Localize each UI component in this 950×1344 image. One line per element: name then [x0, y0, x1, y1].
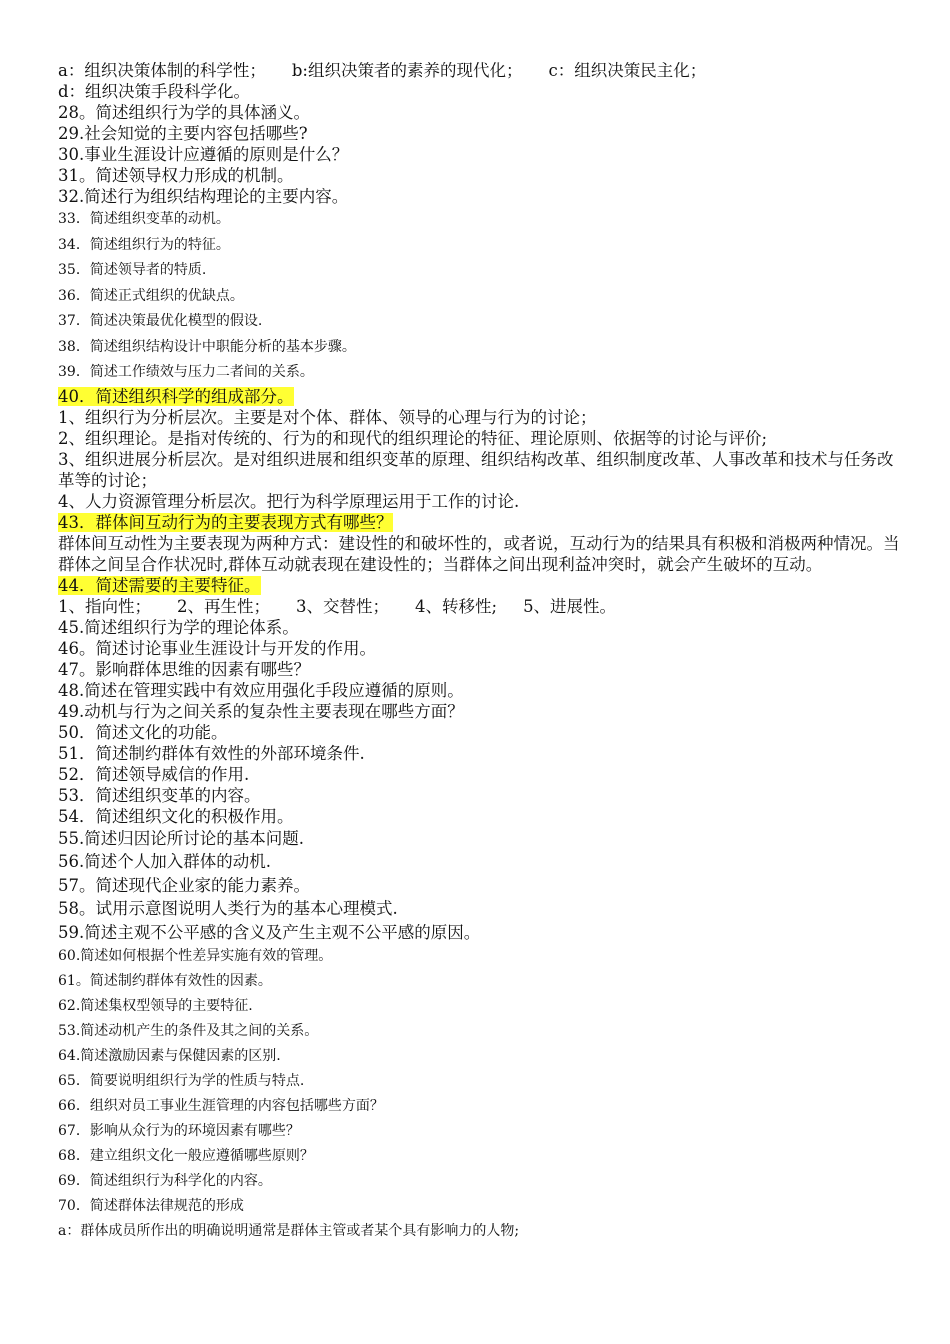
question-line: 46。简述讨论事业生涯设计与开发的作用。: [58, 638, 376, 658]
question-line: 38．简述组织结构设计中职能分析的基本步骤。: [58, 338, 356, 355]
question-line: 34．简述组织行为的特征。: [58, 236, 230, 253]
question-line: 30.事业生涯设计应遵循的原则是什么？: [58, 145, 349, 164]
question-line: 62.简述集权型领导的主要特征.: [58, 998, 253, 1014]
question-line: 57。简述现代企业家的能力素养。: [58, 875, 310, 895]
question-line: 61。简述制约群体有效性的因素。: [58, 973, 272, 989]
question-line: 53.简述动机产生的条件及其之间的关系。: [58, 1023, 319, 1039]
question-line: 55.简述归因论所讨论的基本问题.: [58, 828, 304, 848]
question-line: 37．简述决策最优化模型的假设.: [58, 313, 263, 329]
question-line: 60.简述如何根据个性差异实施有效的管理。: [58, 948, 333, 964]
answer-40-2: 2、组织理论。是指对传统的、行为的和现代的组织理论的特征、理论原则、依据等的讨论与评价;: [58, 428, 768, 448]
document-page: [58, 60, 908, 1244]
option-a: a：组织决策体制的科学性；: [58, 61, 266, 80]
question-line: 68．建立组织文化一般应遵循哪些原则？: [58, 1148, 314, 1164]
question-line: 69．简述组织行为科学化的内容。: [58, 1173, 272, 1189]
feature-item: 2、再生性；: [177, 596, 270, 616]
answer-40-3: 3、组织进展分析层次。是对组织进展和组织变革的原理、组织结构改革、组织制度改革、人事改革和技术与任务改革等的讨论；: [58, 449, 894, 490]
question-line: 45.简述组织行为学的理论体系。: [58, 617, 299, 637]
answer-40-1: 1、组织行为分析层次。主要是对个体、群体、领导的心理与行为的讨论；: [58, 407, 597, 427]
question-line: 66．组织对员工事业生涯管理的内容包括哪些方面？: [58, 1098, 384, 1114]
question-line: 58。试用示意图说明人类行为的基本心理模式.: [58, 899, 398, 918]
question-line: 67．影响从众行为的环境因素有哪些？: [58, 1123, 300, 1139]
question-line: 51．简述制约群体有效性的外部环境条件.: [58, 743, 365, 763]
question-line: 49.动机与行为之间关系的复杂性主要表现在哪些方面？: [58, 701, 464, 721]
question-line: 33．简述组织变革的动机。: [58, 211, 230, 227]
feature-item: 1、指向性；: [58, 596, 151, 616]
question-line: 28。简述组织行为学的具体涵义。: [58, 103, 310, 122]
answer-40-4: 4、人力资源管理分析层次。把行为科学原理运用于工作的讨论.: [58, 491, 520, 511]
question-line: 35．简述领导者的特质.: [58, 262, 207, 278]
feature-item: 3、交替性；: [296, 596, 389, 616]
question-line: 70．简述群体法律规范的形成: [58, 1198, 244, 1214]
question-line: 53．简述组织变革的内容。: [58, 785, 261, 805]
question-line: 39．简述工作绩效与压力二者间的关系。: [58, 364, 314, 380]
question-line: 32.简述行为组织结构理论的主要内容。: [58, 187, 349, 206]
option-b: b:组织决策者的素养的现代化；: [291, 61, 523, 80]
option-c: c：组织决策民主化；: [548, 61, 707, 80]
options-line-abc: [58, 60, 908, 81]
question-line: 52．简述领导威信的作用.: [58, 764, 250, 784]
question-line: 54．简述组织文化的积极作用。: [58, 806, 294, 826]
question-line: 56.简述个人加入群体的动机.: [58, 852, 271, 871]
question-line: 47。影响群体思维的因素有哪些？: [58, 659, 310, 679]
answer-43: 群体间互动性为主要表现为两种方式：建设性的和破坏性的，或者说，互动行为的结果具有积极和消极两种情况。当群体之间呈合作状况时,群体互动就表现在建设性的；当群体之间出现利益冲突时，就会产生破坏的互动。: [58, 533, 900, 574]
question-43-title: 43．群体间互动行为的主要表现方式有哪些？: [58, 512, 393, 532]
feature-item: 4、转移性;: [415, 596, 498, 616]
question-line: 48.简述在管理实践中有效应用强化手段应遵循的原则。: [58, 680, 464, 700]
question-line: 50．简述文化的功能。: [58, 722, 228, 742]
answer-line: a：群体成员所作出的明确说明通常是群体主管或者某个具有影响力的人物;: [58, 1223, 520, 1239]
feature-item: 5、进展性。: [523, 596, 617, 616]
question-line: 36．简述正式组织的优缺点。: [58, 287, 244, 304]
question-line: 29.社会知觉的主要内容包括哪些?: [58, 124, 308, 143]
question-line: 64.简述激励因素与保健因素的区别.: [58, 1048, 281, 1064]
option-d: d：组织决策手段科学化。: [58, 82, 251, 101]
question-line: 31。简述领导权力形成的机制。: [58, 166, 294, 185]
question-line: 59.简述主观不公平感的含义及产生主观不公平感的原因。: [58, 922, 481, 942]
question-44-title: 44．简述需要的主要特征。: [58, 575, 261, 595]
question-40-title: 40．简述组织科学的组成部分。: [58, 386, 294, 406]
features-44: [58, 596, 908, 617]
question-line: 65．简要说明组织行为学的性质与特点.: [58, 1073, 305, 1089]
